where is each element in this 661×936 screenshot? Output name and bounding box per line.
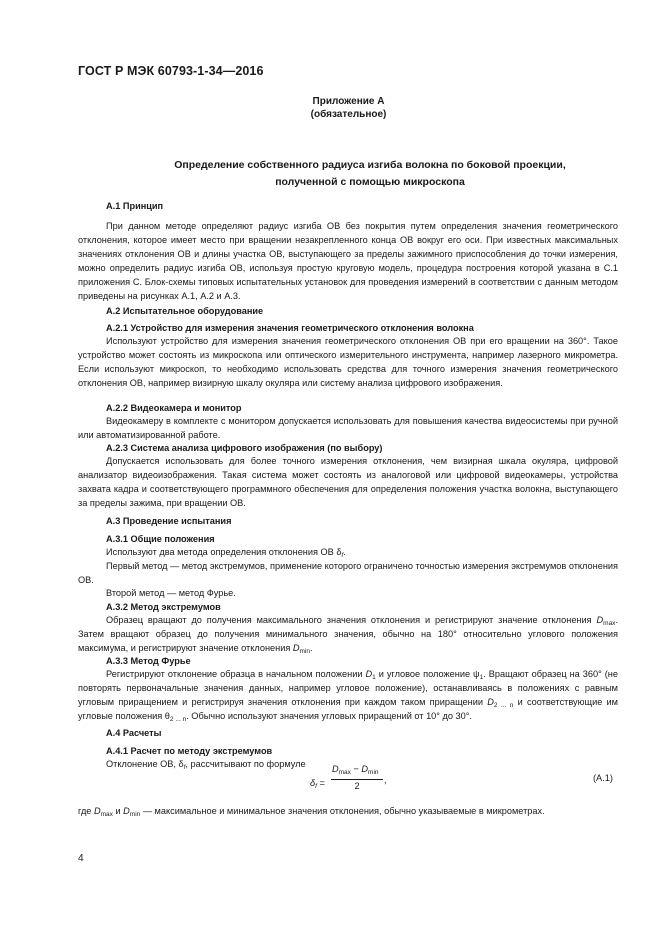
section-a31-line1 — [106, 547, 346, 557]
section-a23-text — [78, 455, 618, 511]
section-a4-heading: А.4 Расчеты — [106, 728, 162, 738]
section-a21-heading: А.2.1 Устройство для измерения значения геометрического отклонения волокна — [106, 323, 474, 333]
section-a33-text — [78, 668, 618, 724]
formula-fraction-bar — [331, 779, 383, 780]
a33-part2: и угловое положение ψ — [375, 669, 480, 679]
a31-line1-sub: f — [341, 552, 344, 559]
a31-text2-body: Первый метод — метод экстремумов, применение которого ограничено точностью измерения экстремумов отклонения ОВ. — [78, 561, 618, 585]
where-suffix: — максимальное и минимальное значения отклонения, обычно указываемые в микрометрах. — [140, 806, 545, 816]
main-title-line-1: Определение собственного радиуса изгиба волокна по боковой проекции, — [174, 159, 566, 171]
section-a22-heading: А.2.2 Видеокамера и монитор — [106, 403, 242, 413]
annex-status: (обязательное) — [310, 109, 387, 120]
a31-line1-suffix: . — [343, 547, 346, 557]
a33-d1-sub: 1 — [372, 674, 376, 681]
section-a23-body: Допускается использовать для более точного измерения отклонения, чем визирная шкала окуляра, цифровой анализатор видеоизображения. Такая система может состоять из аналоговой или цифровой видеокамеры, устройства захвата кадра и соответствующего программного обеспечения для определения положения участка волокна, выступающего за пределы зажима, при вращении ОВ. — [78, 456, 618, 508]
section-a1-text — [78, 220, 618, 303]
section-a21-body: Используют устройство для измерения значения геометрического отклонения ОВ при его вращении на 360°. Такое устройство может состоять из микроскопа или оптического измерительного инструмента, например лазерного микрометра. Если используют микроскоп, то необходимо использовать средства для точного измерения значения геометрического отклонения ОВ, например визирную шкалу окуляра или систему анализа цифрового изображения. — [78, 336, 618, 388]
page-number: 4 — [78, 853, 84, 864]
a32-dmin-sub: min — [299, 647, 311, 655]
formula-dmin-var: D — [361, 764, 369, 774]
formula-dmax-var: D — [332, 764, 339, 774]
a33-d2-var: D — [487, 696, 494, 707]
section-a32-heading: А.3.2 Метод экстремумов — [106, 602, 221, 612]
section-a33-heading: А.3.3 Метод Фурье — [106, 656, 191, 666]
a33-psi-sub: 1 — [479, 674, 484, 681]
formula-dmax-sub: max — [338, 769, 351, 776]
main-title-line-2: полученной с помощью микроскопа — [275, 176, 465, 188]
a33-part4: и соответствующие им угловые положения θ — [78, 696, 618, 721]
formula-lhs-symbol: δ — [310, 778, 316, 788]
section-a1-body: При данном методе определяют радиус изгиба ОВ без покрытия путем определения значения геометрического отклонения, которое имеет место при вращении незакрепленного конца ОВ вокруг его оси. При известных максимальных значениях отклонения ОВ и длины участка ОВ, выступающего за пределы зажимного приспособления до точки измерения, можно определить радиус изгиба ОВ, используя простую круговую модель, процедура построения которой указана в С.1 приложения С. Блок-схемы типовых испытательных установок для проведения измерений в соответствии с данным методом приведены на рисунках А.1, А.2 и А.3. — [78, 221, 618, 301]
section-a31-text2 — [78, 560, 618, 588]
a41-line-sub: f — [183, 764, 186, 771]
a32-part2: . Затем вращают образец до получения минимального значения, обычно на 180° относительно углового положения максимума, и регистрируют значение отклонения — [78, 615, 618, 653]
formula-lhs — [310, 778, 325, 788]
formula-number: (А.1) — [593, 773, 613, 783]
a31-line1-text: Используют два метода определения отклонения ОВ δ — [106, 547, 342, 557]
formula-equals: = — [319, 778, 325, 788]
a41-line-suffix: , рассчитывают по формуле — [185, 759, 306, 769]
a33-d2-sub: 2 ... n — [493, 701, 514, 709]
formula-denominator: 2 — [354, 781, 360, 791]
a33-part3: . Вращают образец на 360° (не повторять первоначальные значения данных, например угловое положение), останавливаясь в положениях с равным угловым приращением и регистрируя значения отклонения при каждом таком приращении — [78, 669, 618, 707]
section-a2-heading: А.2 Испытательное оборудование — [106, 306, 264, 316]
a32-dmax-var: D — [596, 615, 604, 625]
section-a41-heading: А.4.1 Расчет по методу экстремумов — [106, 746, 273, 756]
where-prefix: где — [78, 806, 94, 816]
where-dmin-var: D — [123, 806, 130, 816]
where-dmax-var: D — [93, 806, 101, 816]
formula-lhs-sub: f — [315, 783, 317, 790]
formula-where-line — [78, 806, 545, 816]
section-a32-text — [78, 614, 618, 656]
a33-theta-sub: 2 ... n — [169, 715, 187, 723]
a32-part3: . — [310, 642, 313, 653]
section-a1-heading: А.1 Принцип — [106, 201, 164, 211]
section-a3-heading: А.3 Проведение испытания — [106, 516, 232, 526]
section-a31-line3: Второй метод — метод Фурье. — [106, 588, 236, 598]
formula-minus: − — [350, 764, 362, 774]
formula-dmin-sub: min — [368, 769, 379, 776]
a33-d1-var: D — [365, 669, 373, 679]
section-a23-heading: А.2.3 Система анализа цифрового изображения (по выбору) — [106, 443, 383, 453]
a33-part1: Регистрируют отклонение образца в начальном положении — [106, 669, 366, 679]
where-dmax-sub: max — [100, 811, 113, 818]
section-a41-line — [106, 759, 306, 769]
section-a22-body: Видеокамеру в комплекте с монитором допускается использовать для повышения качества видеосистемы при ручной или автоматизированной работе. — [78, 416, 618, 440]
a32-dmin-var: D — [292, 642, 300, 653]
a32-part1: Образец вращают до получения максимального значения отклонения и регистрируют значение отклонения — [106, 615, 597, 625]
section-a21-text — [78, 335, 618, 391]
section-a22-text — [78, 415, 618, 443]
a32-dmax-sub: max — [603, 620, 616, 627]
formula-numerator — [332, 764, 379, 774]
a41-line-prefix: Отклонение ОВ, δ — [106, 759, 184, 769]
main-title — [100, 157, 640, 191]
where-and: и — [112, 806, 124, 816]
where-dmin-sub: min — [129, 811, 141, 818]
a33-part5: . Обычно используют значения угловых приращений от 10° до 30°. — [186, 710, 472, 721]
annex-title: Приложение А — [312, 96, 385, 107]
section-a31-heading: А.3.1 Общие положения — [106, 534, 215, 544]
document-header: ГОСТ Р МЭК 60793-1-34—2016 — [78, 64, 264, 78]
formula-dot: , — [384, 775, 387, 785]
